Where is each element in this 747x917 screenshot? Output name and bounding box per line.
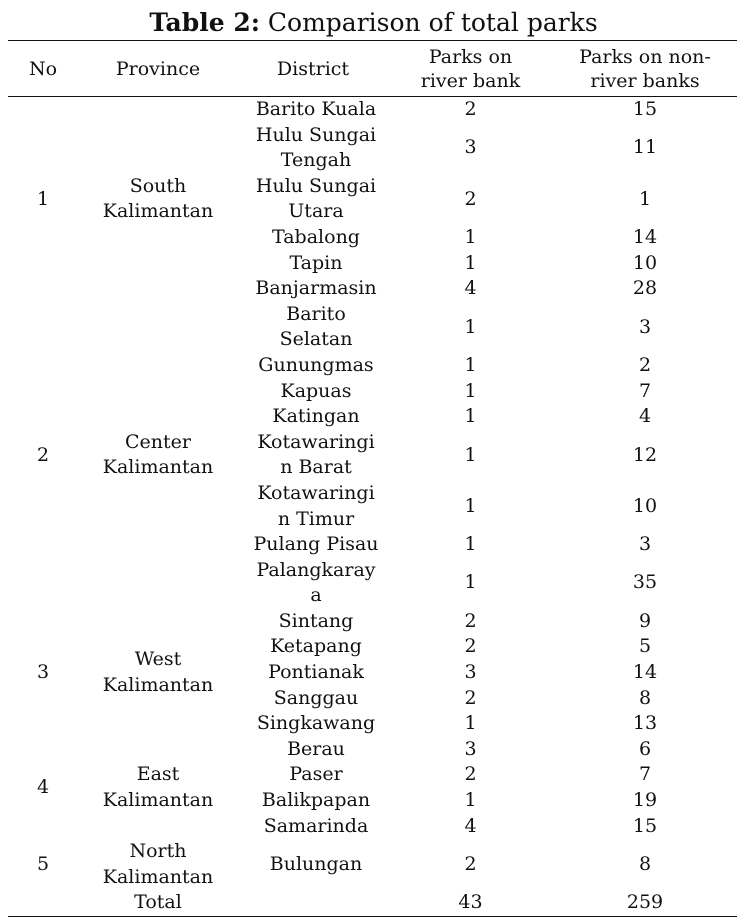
- cell-river: 1: [464, 225, 477, 248]
- header-no: No: [8, 41, 78, 97]
- cell-no: 1: [36, 187, 50, 210]
- cell-district: Gunungmas: [258, 353, 374, 376]
- header-district: District: [238, 41, 388, 97]
- table-title-label: Table 2:: [149, 8, 260, 37]
- total-non-river: 259: [553, 890, 737, 916]
- header-row: [8, 41, 737, 97]
- cell-river: 2: [464, 686, 477, 709]
- cell-non-river: 1: [638, 187, 652, 210]
- cell-district: Barito Selatan: [279, 302, 353, 351]
- cell-district: Palangkaray a: [256, 558, 376, 607]
- table-row: [8, 609, 737, 635]
- cell-non-river: 11: [632, 136, 658, 159]
- total-label: Total: [8, 890, 238, 916]
- cell-river: 3: [464, 661, 477, 684]
- cell-no: 5: [36, 853, 50, 876]
- cell-river: 2: [464, 853, 477, 876]
- cell-river: 3: [464, 737, 477, 760]
- cell-district: Ketapang: [270, 635, 362, 658]
- cell-district: Banjarmasin: [255, 277, 377, 300]
- cell-non-river: 15: [632, 814, 658, 837]
- cell-river: 1: [464, 405, 477, 428]
- cell-non-river: 3: [638, 533, 652, 556]
- total-river: 43: [388, 890, 553, 916]
- cell-non-river: 28: [632, 277, 658, 300]
- cell-non-river: 2: [638, 353, 652, 376]
- cell-district: Tapin: [289, 251, 343, 274]
- cell-district: Pontianak: [268, 661, 364, 684]
- cell-district: Kapuas: [280, 379, 352, 402]
- cell-river: 2: [464, 763, 477, 786]
- cell-non-river: 10: [632, 494, 658, 517]
- cell-river: 1: [464, 353, 477, 376]
- cell-district: Berau: [287, 737, 345, 760]
- cell-river: 1: [464, 712, 477, 735]
- parks-table: [8, 40, 737, 917]
- table-title: [0, 8, 747, 38]
- cell-river: 1: [464, 251, 477, 274]
- table-row: [8, 737, 737, 763]
- table-row: [8, 839, 737, 890]
- cell-district: Kotawaringi n Barat: [257, 430, 375, 479]
- cell-district: Kotawaringi n Timur: [257, 481, 375, 530]
- cell-non-river: 5: [638, 635, 652, 658]
- cell-river: 1: [464, 533, 477, 556]
- cell-non-river: 7: [638, 379, 652, 402]
- cell-province: Center Kalimantan: [102, 430, 214, 479]
- table-body: [8, 97, 737, 917]
- cell-district: Samarinda: [263, 814, 369, 837]
- cell-non-river: 8: [638, 853, 652, 876]
- cell-non-river: 14: [632, 661, 658, 684]
- header-non-river: Parks on non- river banks: [553, 41, 737, 97]
- cell-river: 2: [464, 635, 477, 658]
- cell-province: South Kalimantan: [102, 174, 214, 223]
- cell-district: Hulu Sungai Tengah: [255, 123, 377, 172]
- cell-river: 2: [464, 609, 477, 632]
- cell-district: Katingan: [272, 405, 360, 428]
- cell-non-river: 35: [632, 571, 658, 594]
- cell-province: North Kalimantan: [102, 840, 214, 888]
- cell-non-river: 19: [632, 789, 658, 812]
- table-row: [8, 302, 737, 353]
- cell-non-river: 3: [638, 315, 652, 338]
- cell-district: Tabalong: [272, 225, 360, 248]
- table-row: [8, 97, 737, 123]
- cell-province: West Kalimantan: [102, 648, 214, 696]
- cell-river: 2: [464, 187, 477, 210]
- header-river: Parks on river bank: [388, 41, 553, 97]
- cell-river: 3: [464, 136, 477, 159]
- cell-no: 4: [36, 776, 50, 799]
- cell-district: Hulu Sungai Utara: [255, 174, 377, 223]
- cell-non-river: 6: [638, 737, 652, 760]
- cell-non-river: 4: [638, 405, 652, 428]
- cell-district: Sanggau: [273, 686, 359, 709]
- cell-river: 1: [464, 571, 477, 594]
- cell-river: 4: [464, 814, 477, 837]
- cell-river: 1: [464, 443, 477, 466]
- total-row: [8, 890, 737, 916]
- cell-river: 1: [464, 494, 477, 517]
- cell-river: 2: [464, 98, 477, 120]
- cell-river: 1: [464, 789, 477, 812]
- cell-river: 1: [464, 379, 477, 402]
- cell-district: Pulang Pisau: [253, 533, 379, 556]
- cell-non-river: 8: [638, 686, 652, 709]
- cell-non-river: 7: [638, 763, 652, 786]
- cell-river: 1: [464, 315, 477, 338]
- cell-province: East Kalimantan: [102, 763, 214, 812]
- cell-district: Sintang: [278, 609, 354, 632]
- cell-non-river: 9: [638, 609, 652, 632]
- cell-non-river: 14: [632, 225, 658, 248]
- cell-district: Balikpapan: [261, 789, 371, 812]
- cell-river: 4: [464, 277, 477, 300]
- cell-non-river: 12: [632, 443, 658, 466]
- cell-district: Paser: [289, 763, 343, 786]
- cell-no: 3: [36, 661, 50, 684]
- header-province: Province: [78, 41, 238, 97]
- cell-non-river: 10: [632, 251, 658, 274]
- cell-district: Singkawang: [256, 712, 376, 735]
- cell-no: 2: [36, 443, 50, 466]
- cell-non-river: 13: [632, 712, 658, 735]
- cell-district: Barito Kuala: [255, 98, 377, 120]
- table-title-text: Comparison of total parks: [267, 8, 598, 37]
- total-district-empty: [238, 890, 388, 916]
- cell-district: Bulungan: [269, 853, 363, 876]
- cell-non-river: 15: [632, 98, 658, 120]
